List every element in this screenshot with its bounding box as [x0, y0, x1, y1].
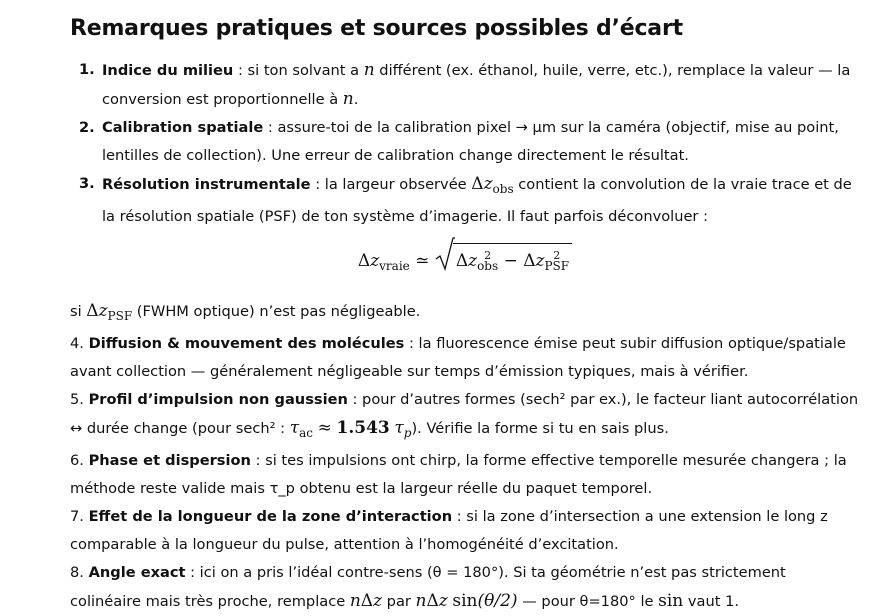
- paragraph-item-4: [70, 330, 860, 386]
- math-n: n: [363, 60, 375, 80]
- math-z: z: [438, 591, 448, 611]
- math-delta: Δ: [360, 591, 374, 611]
- para-text: ). Vérifie la forme si tu en sais plus.: [411, 420, 669, 437]
- math-tau: τ: [394, 418, 404, 438]
- math-delta: Δ: [426, 591, 439, 611]
- math-z: z: [370, 251, 380, 271]
- paragraph-item-5: [70, 386, 860, 447]
- math-z: z: [483, 174, 493, 194]
- item-text: : la largeur observée: [310, 176, 472, 193]
- item-text: .: [353, 91, 359, 108]
- approx-sign: ≈: [317, 418, 332, 438]
- paragraph-item-8: [70, 559, 860, 616]
- math-delta: Δ: [86, 301, 99, 321]
- numbered-list: [70, 56, 860, 231]
- item-number: 4.: [70, 335, 89, 352]
- para-text: par: [382, 593, 416, 610]
- radicand: [453, 243, 572, 272]
- item-number: 8.: [70, 564, 89, 581]
- math-n: n: [415, 591, 427, 611]
- math-subscript: vraie: [379, 259, 410, 273]
- item-number: 2.: [79, 119, 95, 136]
- para-text: : la fluorescence émise peut subir diffusion optique/spatiale avant collection — généralement négligeable sur temps d’émission typiques, mais à vérifier.: [70, 335, 846, 380]
- para-text: : si tes impulsions ont chirp, la forme effective temporelle mesurée changera ; la méthode reste valide mais τ_p obtenu est la largeur réelle du paquet temporel.: [70, 452, 847, 497]
- math-n: n: [349, 591, 361, 611]
- para-text: — pour θ=180° le: [517, 593, 659, 610]
- para-text: (FWHM optique) n’est pas négligeable.: [132, 303, 421, 320]
- square-root: [435, 243, 572, 272]
- item-heading: Indice du milieu: [102, 62, 234, 79]
- math-subscript: obs: [492, 182, 514, 196]
- sup-sub-stack: [544, 250, 569, 272]
- math-sin: sin: [658, 591, 684, 611]
- item-number: 1.: [79, 61, 95, 78]
- para-text: vaut 1.: [683, 593, 740, 610]
- item-heading: Effet de la longueur de la zone d’interaction: [88, 508, 453, 525]
- item-heading: Diffusion & mouvement des molécules: [88, 335, 405, 352]
- item-heading: Profil d’impulsion non gaussien: [88, 391, 348, 408]
- math-superscript: 2: [553, 249, 561, 262]
- math-value: 1.543: [336, 418, 390, 438]
- para-text: : si la zone d’intersection a une extension le long z comparable à la longueur du pulse, attention à l’homogénéité d’excitation.: [70, 508, 828, 553]
- math-tau: τ: [289, 418, 300, 438]
- item-text: contient la convolution de la vraie trace et de la résolution spatiale (PSF) de ton système d’imagerie. Il faut parfois déconvoluer :: [102, 176, 852, 225]
- math-z: z: [373, 591, 383, 611]
- document: [70, 14, 860, 616]
- math-subscript: PSF: [107, 309, 133, 323]
- paragraph-psf-note: [70, 297, 860, 330]
- approx-sign: ≃: [415, 251, 430, 271]
- paragraph-item-6: [70, 447, 860, 503]
- item-heading: Phase et dispersion: [88, 452, 251, 469]
- math-delta: Δ: [357, 251, 371, 271]
- item-text: : si ton solvant a: [233, 62, 364, 79]
- item-number: 7.: [70, 508, 89, 525]
- para-text: : ici on a pris l’idéal contre-sens (θ = 180°). Si ta géométrie n’est pas strictement colinéaire mais très proche, remplace: [70, 564, 786, 610]
- math-delta: Δ: [523, 251, 536, 271]
- para-text: si: [70, 303, 87, 320]
- item-text: différent (ex. éthanol, huile, verre, etc.), remplace la valeur — la conversion est proportionnelle à: [102, 62, 851, 108]
- minus-sign: −: [503, 251, 518, 271]
- math-subscript: obs: [477, 259, 499, 273]
- item-text: : assure-toi de la calibration pixel → µm sur la caméra (objectif, mise au point, lentilles de collection). Une erreur de calibration change directement le résultat.: [102, 119, 839, 164]
- para-text: : pour d’autres formes (sech² par ex.), le facteur liant autocorrélation ↔ durée change (pour sech² :: [70, 391, 859, 437]
- item-heading: Résolution instrumentale: [102, 176, 311, 193]
- list-item-3: [70, 170, 860, 231]
- math-delta: Δ: [455, 251, 469, 271]
- math-superscript: 2: [484, 249, 492, 262]
- paragraph-item-7: [70, 503, 860, 559]
- list-item-1: [70, 56, 860, 114]
- math-z: z: [535, 251, 545, 271]
- list-item-2: [70, 114, 860, 170]
- section-title: Remarques pratiques et sources possibles d’écart: [70, 16, 683, 41]
- math-subscript: ac: [299, 426, 313, 440]
- item-heading: Calibration spatiale: [102, 119, 264, 136]
- deconvolution-equation: [70, 231, 860, 297]
- item-number: 5.: [70, 391, 89, 408]
- item-number: 3.: [79, 175, 95, 192]
- math-delta: Δ: [471, 174, 484, 194]
- math-subscript: p: [403, 426, 412, 440]
- math-subscript: PSF: [544, 259, 570, 273]
- math-n: n: [342, 89, 354, 109]
- radical-sign-icon: [435, 237, 455, 273]
- math-sin: sin: [452, 591, 478, 611]
- math-z: z: [98, 301, 108, 321]
- sup-sub-stack: [477, 250, 498, 272]
- item-number: 6.: [70, 452, 89, 469]
- math-argument: (θ/2): [477, 591, 518, 611]
- math-z: z: [468, 251, 478, 271]
- item-heading: Angle exact: [88, 564, 186, 581]
